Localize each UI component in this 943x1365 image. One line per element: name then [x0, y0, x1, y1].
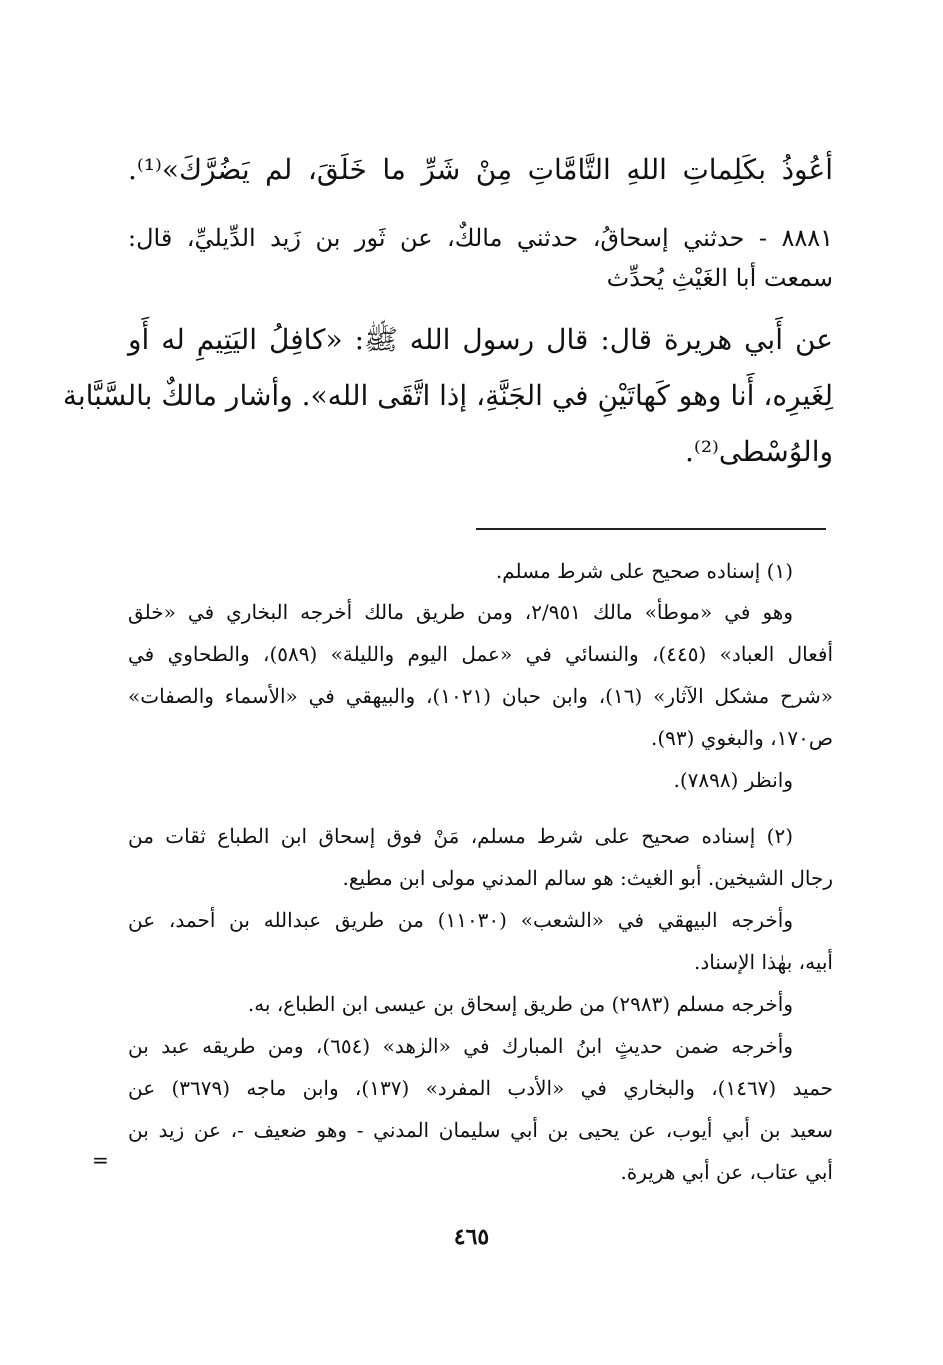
footnote-line: (٢) إسناده صحيح على شرط مسلم، مَنْ فوق إسحاق ابن الطباع ثقات من — [128, 824, 793, 848]
footnote-line: رجال الشيخين. أبو الغيث: هو سالم المدني مولى ابن مطيع. — [342, 866, 833, 890]
hadith-number-line: ٨٨٨١ - حدثني إسحاقُ، حدثني مالكٌ، عن ثَور بن زَيد الدِّيليِّ، قال: — [128, 224, 833, 252]
footnote-line: وانظر (٧٨٩٨). — [673, 768, 793, 792]
footnote-divider — [476, 528, 826, 530]
main-text-line: أعُوذُ بكَلِماتِ اللهِ التَّامَّاتِ مِنْ شَرِّ ما خَلَقَ، لم يَضُرَّكَ»⁽¹⁾. — [128, 153, 833, 186]
footnote-line: وأخرجه مسلم (٢٩٨٣) من طريق إسحاق بن عيسى ابن الطباع، به. — [247, 992, 793, 1016]
footnote-line: أبي عتاب، عن أبي هريرة. — [620, 1160, 833, 1184]
footnote-line: وهو في «موطأ» مالك ٢/٩٥١، ومن طريق مالك أخرجه البخاري في «خلق — [128, 600, 794, 624]
footnote-line: (١) إسناده صحيح على شرط مسلم. — [495, 559, 793, 583]
footnote-line: «شرح مشكل الآثار» (١٦)، وابن حبان (١٠٢١)، والبيهقي في «الأسماء والصفات» — [128, 684, 834, 708]
footnote-line: سعيد بن أبي أيوب، عن يحيى بن أبي سليمان المدني - وهو ضعيف -، عن زيد بن — [128, 1118, 833, 1142]
footnote-line: حميد (١٤٦٧)، والبخاري في «الأدب المفرد» (١٣٧)، وابن ماجه (٣٦٧٩) عن — [128, 1076, 834, 1100]
page-number: ٤٦٥ — [453, 1224, 490, 1250]
main-text-line: لِغَيرِه، أَنا وهو كَهاتَيْنِ في الجَنَّةِ، إذا اتَّقَى الله». وأشار مالكٌ بالسَّبَّابة — [62, 379, 833, 412]
footnote-line: أبيه، بهٰذا الإسناد. — [693, 950, 833, 974]
footnote-line: وأخرجه البيهقي في «الشعب» (١١٠٣٠) من طريق عبدالله بن أحمد، عن — [128, 908, 793, 932]
footnote-line: أفعال العباد» (٤٤٥)، والنسائي في «عمل اليوم والليلة» (٥٨٩)، والطحاوي في — [128, 642, 834, 666]
footnote-line: ص١٧٠، والبغوي (٩٣). — [650, 726, 833, 750]
main-text-line: سمعت أبا الغَيْثِ يُحدِّث — [606, 264, 833, 292]
main-text-line: عن أَبي هريرة قال: قال رسول الله ﷺ: «كافِلُ اليَتِيمِ له أَو — [128, 323, 833, 356]
main-text-line: والوُسْطى⁽²⁾. — [685, 435, 833, 468]
footnote-line: وأخرجه ضمن حديثٍ ابنُ المبارك في «الزهد» (٦٥٤)، ومن طريقه عبد بن — [128, 1034, 794, 1058]
continuation-mark: = — [92, 1148, 109, 1172]
